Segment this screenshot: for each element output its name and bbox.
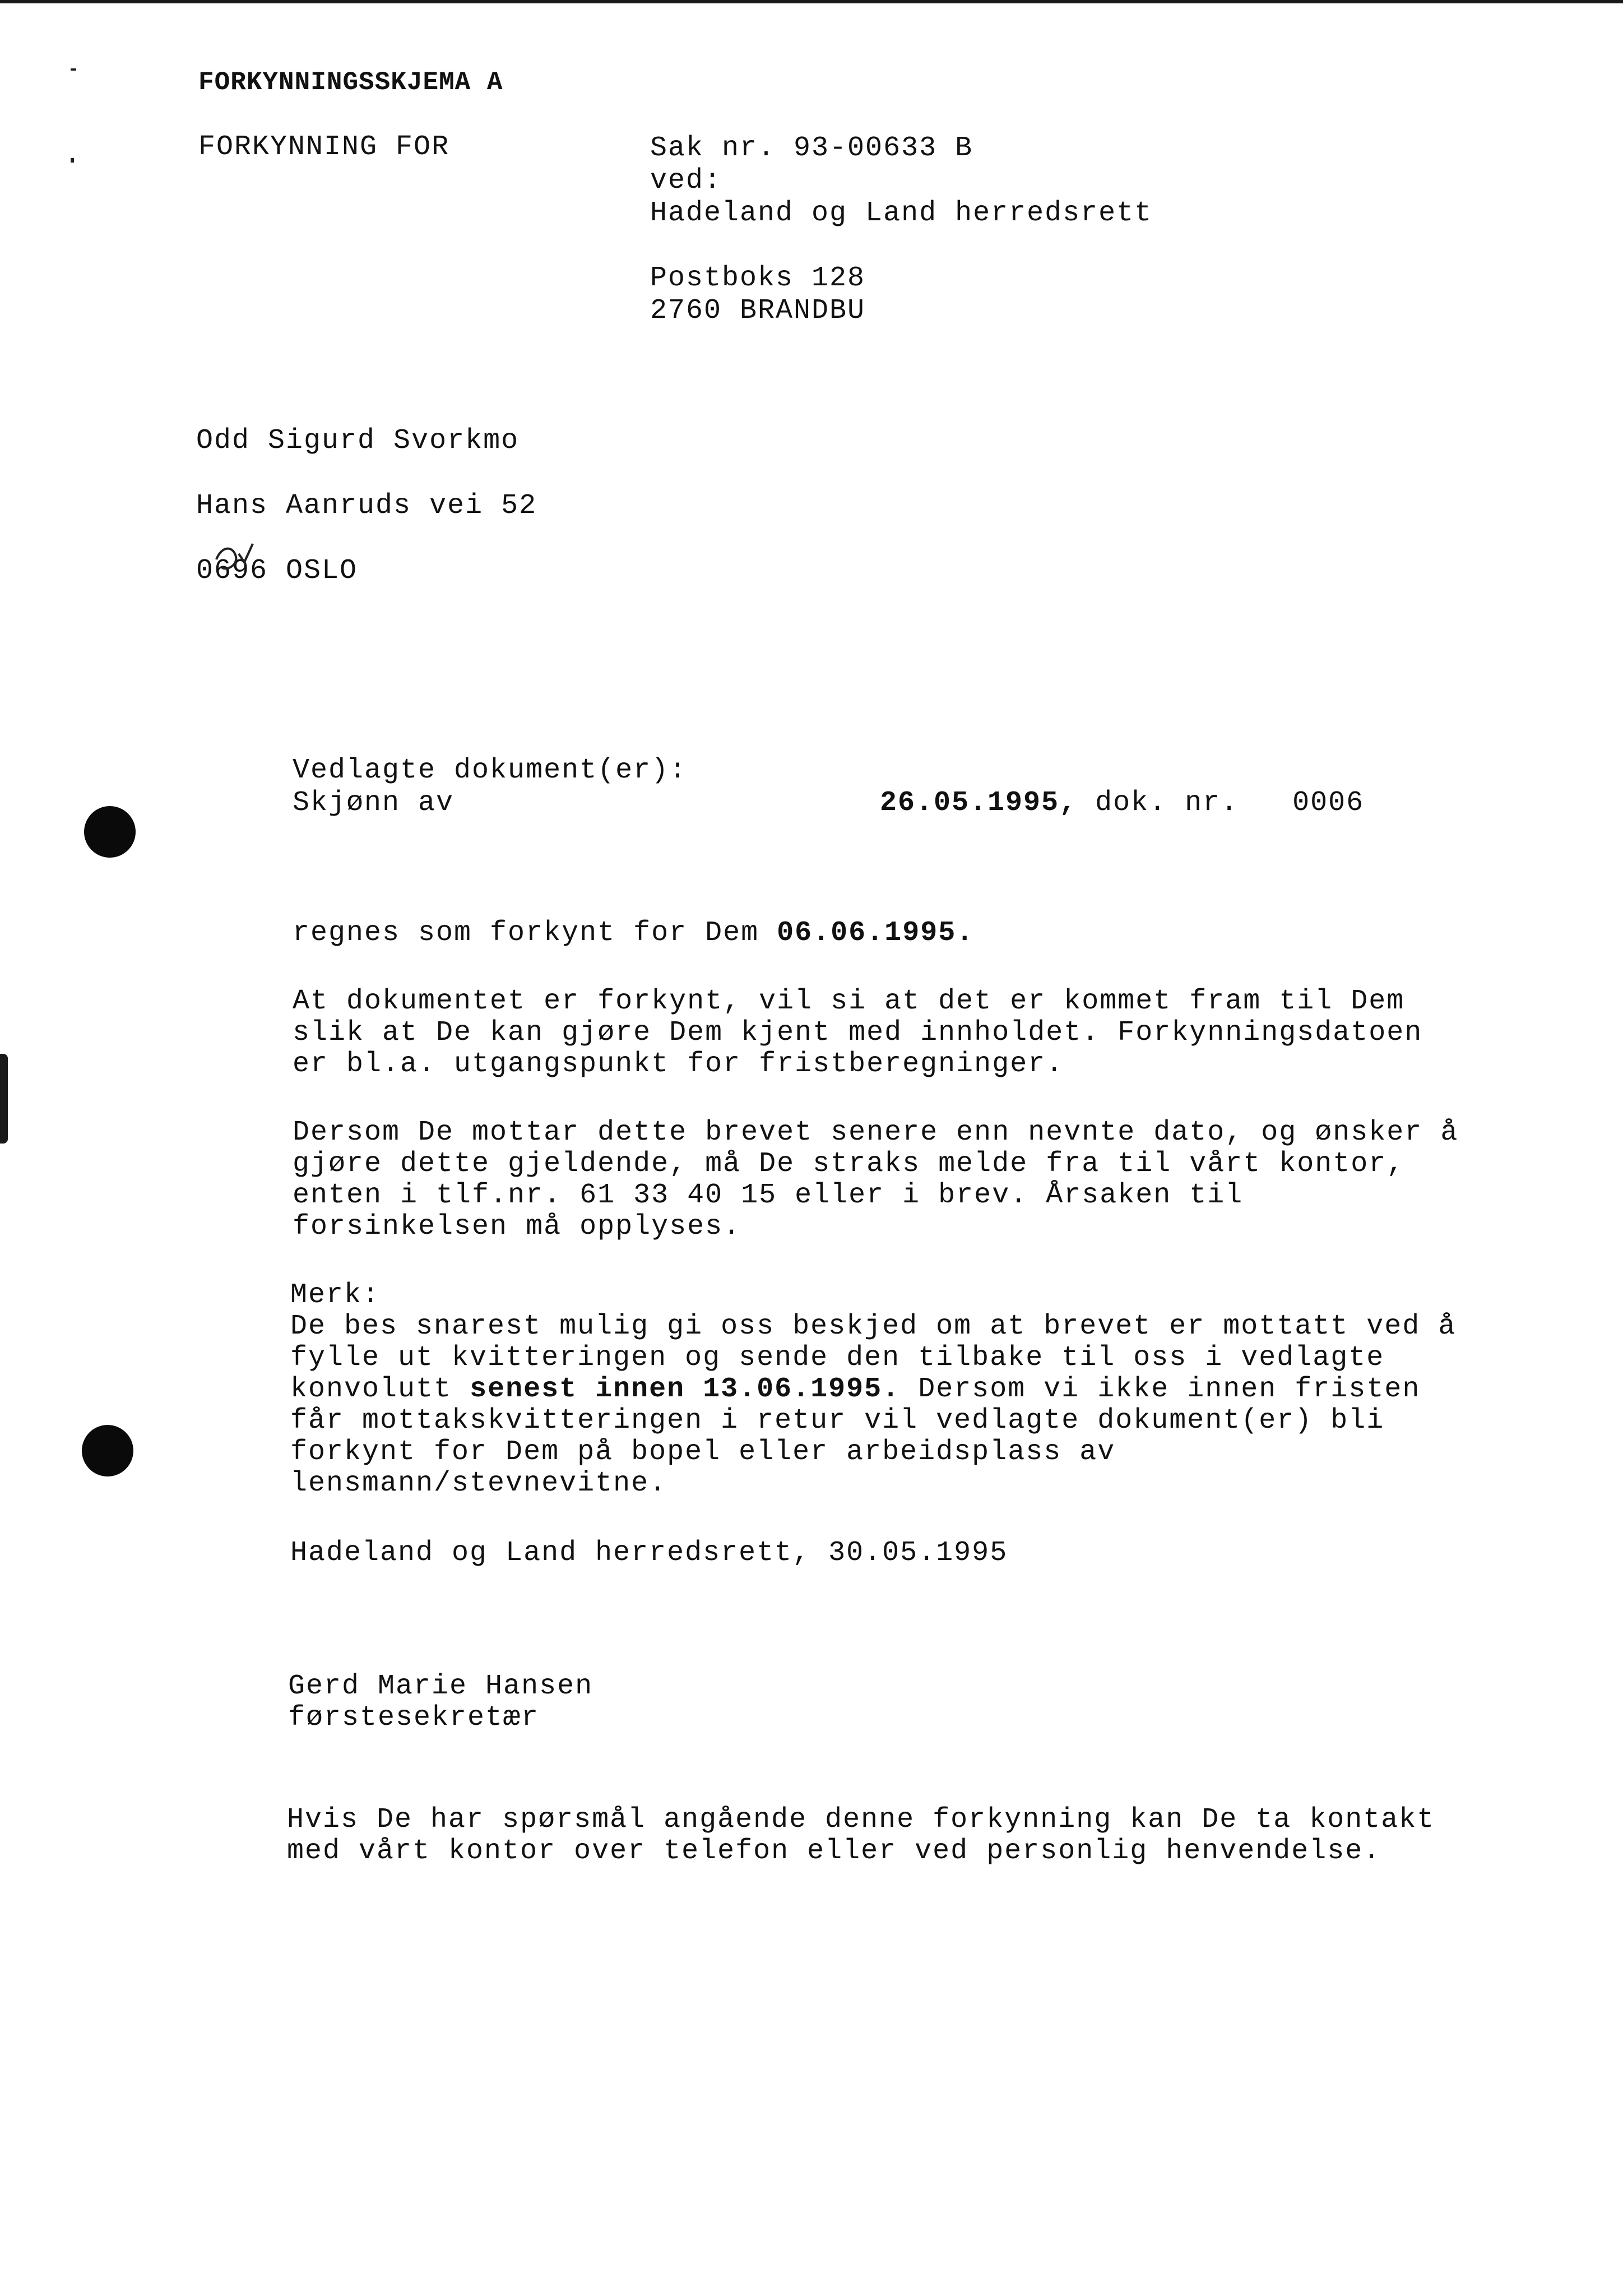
document-number: 0006 — [1292, 787, 1365, 819]
document-date-line — [880, 787, 1364, 820]
document-number-label: dok. nr. — [1095, 787, 1239, 819]
note-line: De bes snarest mulig gi oss beskjed om at brevet er mottatt ved å — [290, 1311, 1457, 1343]
note-line: fylle ut kvitteringen og sende den tilbake til oss i vedlagte — [290, 1342, 1385, 1374]
note-line: lensmann/stevnevitne. — [290, 1468, 667, 1499]
attached-documents-label: Vedlagte dokument(er): — [293, 754, 688, 786]
recipient-postal-code: 0696 — [196, 555, 268, 587]
served-date: 06.06.1995. — [777, 917, 975, 949]
note-line: forkynt for Dem på bopel eller arbeidsplass av — [290, 1436, 1116, 1468]
signatory-title: førstesekretær — [288, 1702, 540, 1734]
deadline-date: senest innen 13.06.1995. — [470, 1373, 901, 1405]
note-label: Merk: — [290, 1279, 381, 1311]
case-at-label: ved: — [650, 165, 722, 197]
signatory-name: Gerd Marie Hansen — [288, 1670, 593, 1702]
closing-line: med vårt kontor over telefon eller ved personlig henvendelse. — [287, 1835, 1381, 1867]
note-line: får mottakskvitteringen i retur vil vedlagte dokument(er) bli — [290, 1405, 1385, 1437]
recipient-city: OSLO — [286, 555, 358, 587]
court-postbox: Postboks 128 — [650, 262, 866, 294]
paragraph-line: forsinkelsen må opplyses. — [293, 1211, 741, 1243]
recipient-street: Hans Aanruds vei 52 — [196, 490, 537, 522]
court-name: Hadeland og Land herredsrett — [650, 197, 1153, 229]
served-statement: regnes som forkynt for Dem 06.06.1995. — [293, 917, 975, 949]
paragraph-line: At dokumentet er forkynt, vil si at det er kommet fram til Dem — [293, 985, 1405, 1017]
closing-line: Hvis De har spørsmål angående denne forkynning kan De ta kontakt — [287, 1804, 1435, 1836]
note-line: konvolutt senest innen 13.06.1995. Dersom vi ikke innen fristen — [290, 1373, 1421, 1405]
scan-mark — [71, 158, 74, 163]
paragraph-line: enten i tlf.nr. 61 33 40 15 eller i brev. Årsaken til — [293, 1179, 1244, 1211]
handwritten-correction-mark — [211, 543, 256, 576]
page-top-edge — [0, 0, 1623, 3]
paragraph-line: gjøre dette gjeldende, må De straks melde fra til vårt kontor, — [293, 1148, 1405, 1180]
paragraph-line: slik at De kan gjøre Dem kjent med innholdet. Forkynningsdatoen — [293, 1017, 1423, 1049]
place-and-date: Hadeland og Land herredsrett, 30.05.1995 — [290, 1537, 1008, 1569]
case-number: Sak nr. 93-00633 B — [650, 132, 973, 164]
punch-hole — [82, 1425, 133, 1476]
document-item: Skjønn av — [293, 787, 455, 819]
court-postal: 2760 BRANDBU — [650, 295, 866, 327]
paragraph-line: er bl.a. utgangspunkt for fristberegninger. — [293, 1048, 1064, 1080]
recipient-name: Odd Sigurd Svorkmo — [196, 425, 520, 457]
punch-hole — [84, 806, 136, 858]
scan-mark — [71, 68, 76, 71]
service-label: FORKYNNING FOR — [198, 131, 450, 163]
page-left-edge-mark — [0, 1054, 8, 1144]
form-title: FORKYNNINGSSKJEMA A — [198, 68, 503, 97]
paragraph-line: Dersom De mottar dette brevet senere enn nevnte dato, og ønsker å — [293, 1117, 1459, 1149]
document-date: 26.05.1995, — [880, 787, 1078, 819]
